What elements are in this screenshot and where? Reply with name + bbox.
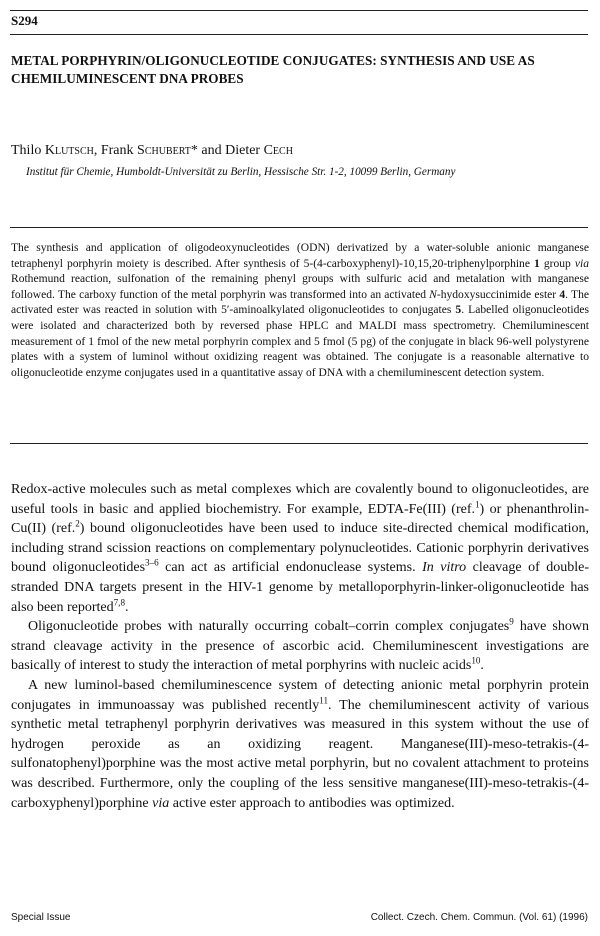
compound-number: 4: [559, 288, 566, 301]
footer-citation: Collect. Czech. Chem. Commun. (Vol. 61) (1996): [370, 912, 588, 923]
abstract-text: group: [539, 257, 575, 270]
reference-superscript: 11: [319, 694, 329, 705]
body-text: have shown strand cleavage activity in the presence of ascorbic acid. Chemiluminescent investigations are basically of interest to study the interaction of metal porphyrins with nucleic acids: [11, 619, 589, 674]
body-paragraph: [11, 480, 589, 617]
corresponding-author-mark: *: [190, 143, 198, 158]
author-separator: ,: [93, 143, 101, 158]
author-2-surname: Schubert: [137, 143, 191, 158]
abstract-text: -hydoxysuccinimide ester: [436, 288, 560, 301]
abstract-top-rule: [10, 227, 588, 228]
italic-term: In vitro: [422, 560, 467, 576]
affiliation: Institut für Chemie, Humboldt-Universität zu Berlin, Hessische Str. 1-2, 10099 Berlin, Germany: [26, 166, 456, 178]
author-separator: and: [197, 143, 226, 158]
italic-term: N: [429, 288, 437, 301]
reference-superscript: 1: [475, 498, 480, 509]
body-text: ) or phenanthrolin-Cu(II) (ref.: [11, 501, 590, 537]
compound-number: 1: [534, 257, 540, 270]
abstract-bottom-rule: [10, 443, 588, 444]
body-text: active ester approach to antibodies was optimized.: [169, 795, 455, 811]
reference-superscript: 2: [75, 518, 80, 529]
reference-superscript: 10: [471, 655, 481, 666]
reference-superscript: 3–6: [145, 557, 159, 568]
body-text: can act as artificial endonuclease systems.: [158, 560, 423, 576]
compound-number: 5: [455, 304, 462, 317]
body-text: ) bound oligonucleotides have been used to induce site-directed chemical modification, including strand scission reactions on complementary polynucleotides. Cationic porphyrin derivatives bound oligonucleotides: [11, 521, 589, 576]
body-text: . The chemiluminescent activity of various synthetic metal tetraphenyl porphyrin derivatives was measured in this system without the use of hydrogen peroxide as an oxidizing reagent. Manganese(III)-meso-tetrakis-(4-sulfonatophenyl)porphine was the most active metal porphyrin, but no covalent attachment to proteins was described. Furthermore, only the coupling of the less sensitive manganese(III)-meso-tetrakis-(4-carboxyphenyl)porphine: [11, 697, 589, 811]
body-text: A new luminol-based chemiluminescence system of detecting anionic metal porphyrin protein conjugates in immunoassay was published recently: [11, 677, 589, 713]
abstract: [11, 241, 589, 381]
italic-term: via: [152, 795, 170, 811]
author-list: [11, 143, 293, 159]
body-text: cleavage of double-stranded DNA targets present in the HIV-1 genome by metalloporphyrin-linker-oligonucleotide has also been reported: [11, 560, 589, 615]
reference-superscript: 7,8: [113, 596, 125, 607]
author-3-surname: Cech: [263, 143, 293, 158]
page-number: S294: [11, 13, 38, 28]
body-text: Oligonucleotide probes with naturally occurring cobalt–corrin complex conjugates: [28, 619, 510, 635]
header-rule: [10, 34, 588, 35]
author-1-surname: Klutsch: [44, 143, 94, 158]
italic-term: via: [574, 257, 589, 270]
article-body: [11, 480, 589, 813]
author-3-first: Dieter: [225, 143, 264, 158]
author-1-first: Thilo: [11, 143, 45, 158]
abstract-text: . Labelled oligonucleotides were isolated and characterized both by reversed phase HPLC and MALDI mass spectrometry. Chemiluminescent measurement of 1 fmol of the new metal porphyrin complex and 5 fmol (5 pg) of the conjugate in black 96-well polystyrene plates with a system of luminol without oxidizing reagent was obtained. The conjugate is a reasonable alternative to oligonucleotide enzyme conjugates used in a quantitative assay of DNA with a chemiluminescent detection system.: [11, 304, 589, 379]
abstract-text: The synthesis and application of oligodeoxynucleotides (ODN) derivatized by a water-soluble anionic manganese tetraphenyl porphyrin moiety is described. After synthesis of 5-(4-carboxyphenyl)-10,15,20-triphenylporphine: [11, 242, 589, 270]
top-rule: [10, 10, 588, 11]
body-paragraph: [11, 617, 589, 676]
article-title: METAL PORPHYRIN/OLIGONUCLEOTIDE CONJUGATES: SYNTHESIS AND USE AS CHEMILUMINESCENT DNA PROBES: [11, 53, 535, 86]
body-text: .: [480, 658, 484, 674]
body-text: Redox-active molecules such as metal complexes which are covalently bound to oligonucleotides, are useful tools in basic and applied biochemistry. For example, EDTA-Fe(III) (ref.: [11, 482, 589, 517]
reference-superscript: 9: [509, 616, 514, 627]
footer-issue: Special Issue: [11, 912, 71, 923]
body-paragraph: [11, 676, 589, 813]
body-text: .: [125, 599, 129, 615]
abstract-text: . The activated ester was reacted in solution with 5′-aminoalkylated oligonucleotides to conjugates: [11, 288, 589, 317]
abstract-text: Rothemund reaction, sulfonation of the remaining phenyl groups with sulfuric acid and metalation with manganese followed. The carboxy function of the metal porphyrin was transformed into an activated: [11, 273, 589, 301]
author-2-first: Frank: [100, 143, 138, 158]
